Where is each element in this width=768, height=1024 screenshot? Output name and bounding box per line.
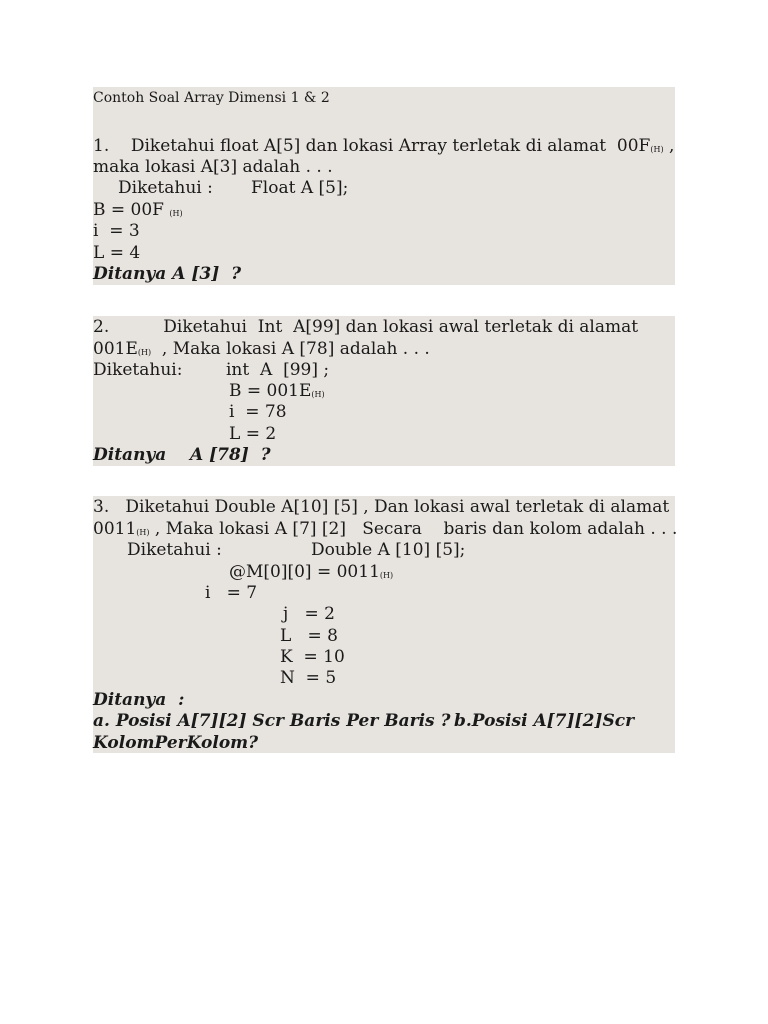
q2-size: L = 2: [229, 424, 277, 444]
q3-statement-line1: 3. Diketahui Double A[10] [5] , Dan lokasi awal terletak di alamat: [93, 497, 670, 517]
q3-known-decl: Double A [10] [5];: [311, 540, 466, 560]
q3-hex-suffix: (H): [136, 528, 150, 537]
q3-cols: N = 5: [280, 668, 337, 688]
page-title: Contoh Soal Array Dimensi 1 & 2: [93, 90, 330, 106]
q1-base-text: B = 00F: [93, 200, 164, 220]
q2-hex-suffix: (H): [137, 348, 152, 357]
q1-statement-line2: maka lokasi A[3] adalah . . .: [93, 157, 333, 177]
q3-index-i: i = 7: [205, 583, 258, 603]
q2-index: i = 78: [229, 402, 287, 422]
q3-asked: Ditanya :: [93, 690, 185, 710]
q2-known-decl: int A [99] ;: [226, 360, 330, 380]
q2-known-label: Diketahui:: [93, 360, 183, 380]
q2-line2-post: , Maka lokasi A [78] adalah . . .: [151, 339, 430, 359]
q2-statement-line1: 2. Diketahui Int A[99] dan lokasi awal terletak di alamat: [93, 317, 639, 337]
q2-base-text: B = 001E: [229, 381, 312, 401]
q3-rows: K = 10: [280, 647, 345, 667]
q3-asked-a: a. Posisi A[7][2] Scr Baris Per Baris ?: [93, 711, 451, 731]
q1-line1-post: ,: [663, 136, 675, 156]
q3-base-text: @M[0][0] = 0011: [229, 562, 380, 582]
q3-index-j: j = 2: [283, 604, 335, 624]
q1-line1-text: 1. Diketahui float A[5] dan lokasi Array terletak di alamat 00F: [93, 136, 651, 156]
q1-known-label: Diketahui :: [118, 178, 213, 198]
q3-base-hex-suffix: (H): [379, 571, 394, 580]
q1-known-decl: Float A [5];: [251, 178, 349, 198]
q3-size: L = 8: [280, 626, 338, 646]
q1-asked: Ditanya A [3] ?: [93, 264, 242, 284]
q1-hex-suffix: (H): [650, 145, 664, 154]
q3-asked-b-cont: KolomPerKolom?: [93, 733, 259, 753]
q2-line2-address: 001E: [93, 339, 138, 359]
q1-index: i = 3: [93, 221, 140, 241]
q2-asked: Ditanya A [78] ?: [93, 445, 271, 465]
q3-asked-b: b.Posisi A[7][2]Scr: [454, 711, 635, 731]
q3-line2-address: 0011: [93, 519, 137, 539]
q3-line2-post: , Maka lokasi A [7] [2] Secara baris dan kolom adalah . . .: [149, 519, 678, 539]
q3-known-label: Diketahui :: [127, 540, 222, 560]
q2-base-hex-suffix: (H): [311, 390, 325, 399]
q1-size: L = 4: [93, 243, 141, 263]
q1-base-hex-suffix: (H): [169, 209, 183, 218]
